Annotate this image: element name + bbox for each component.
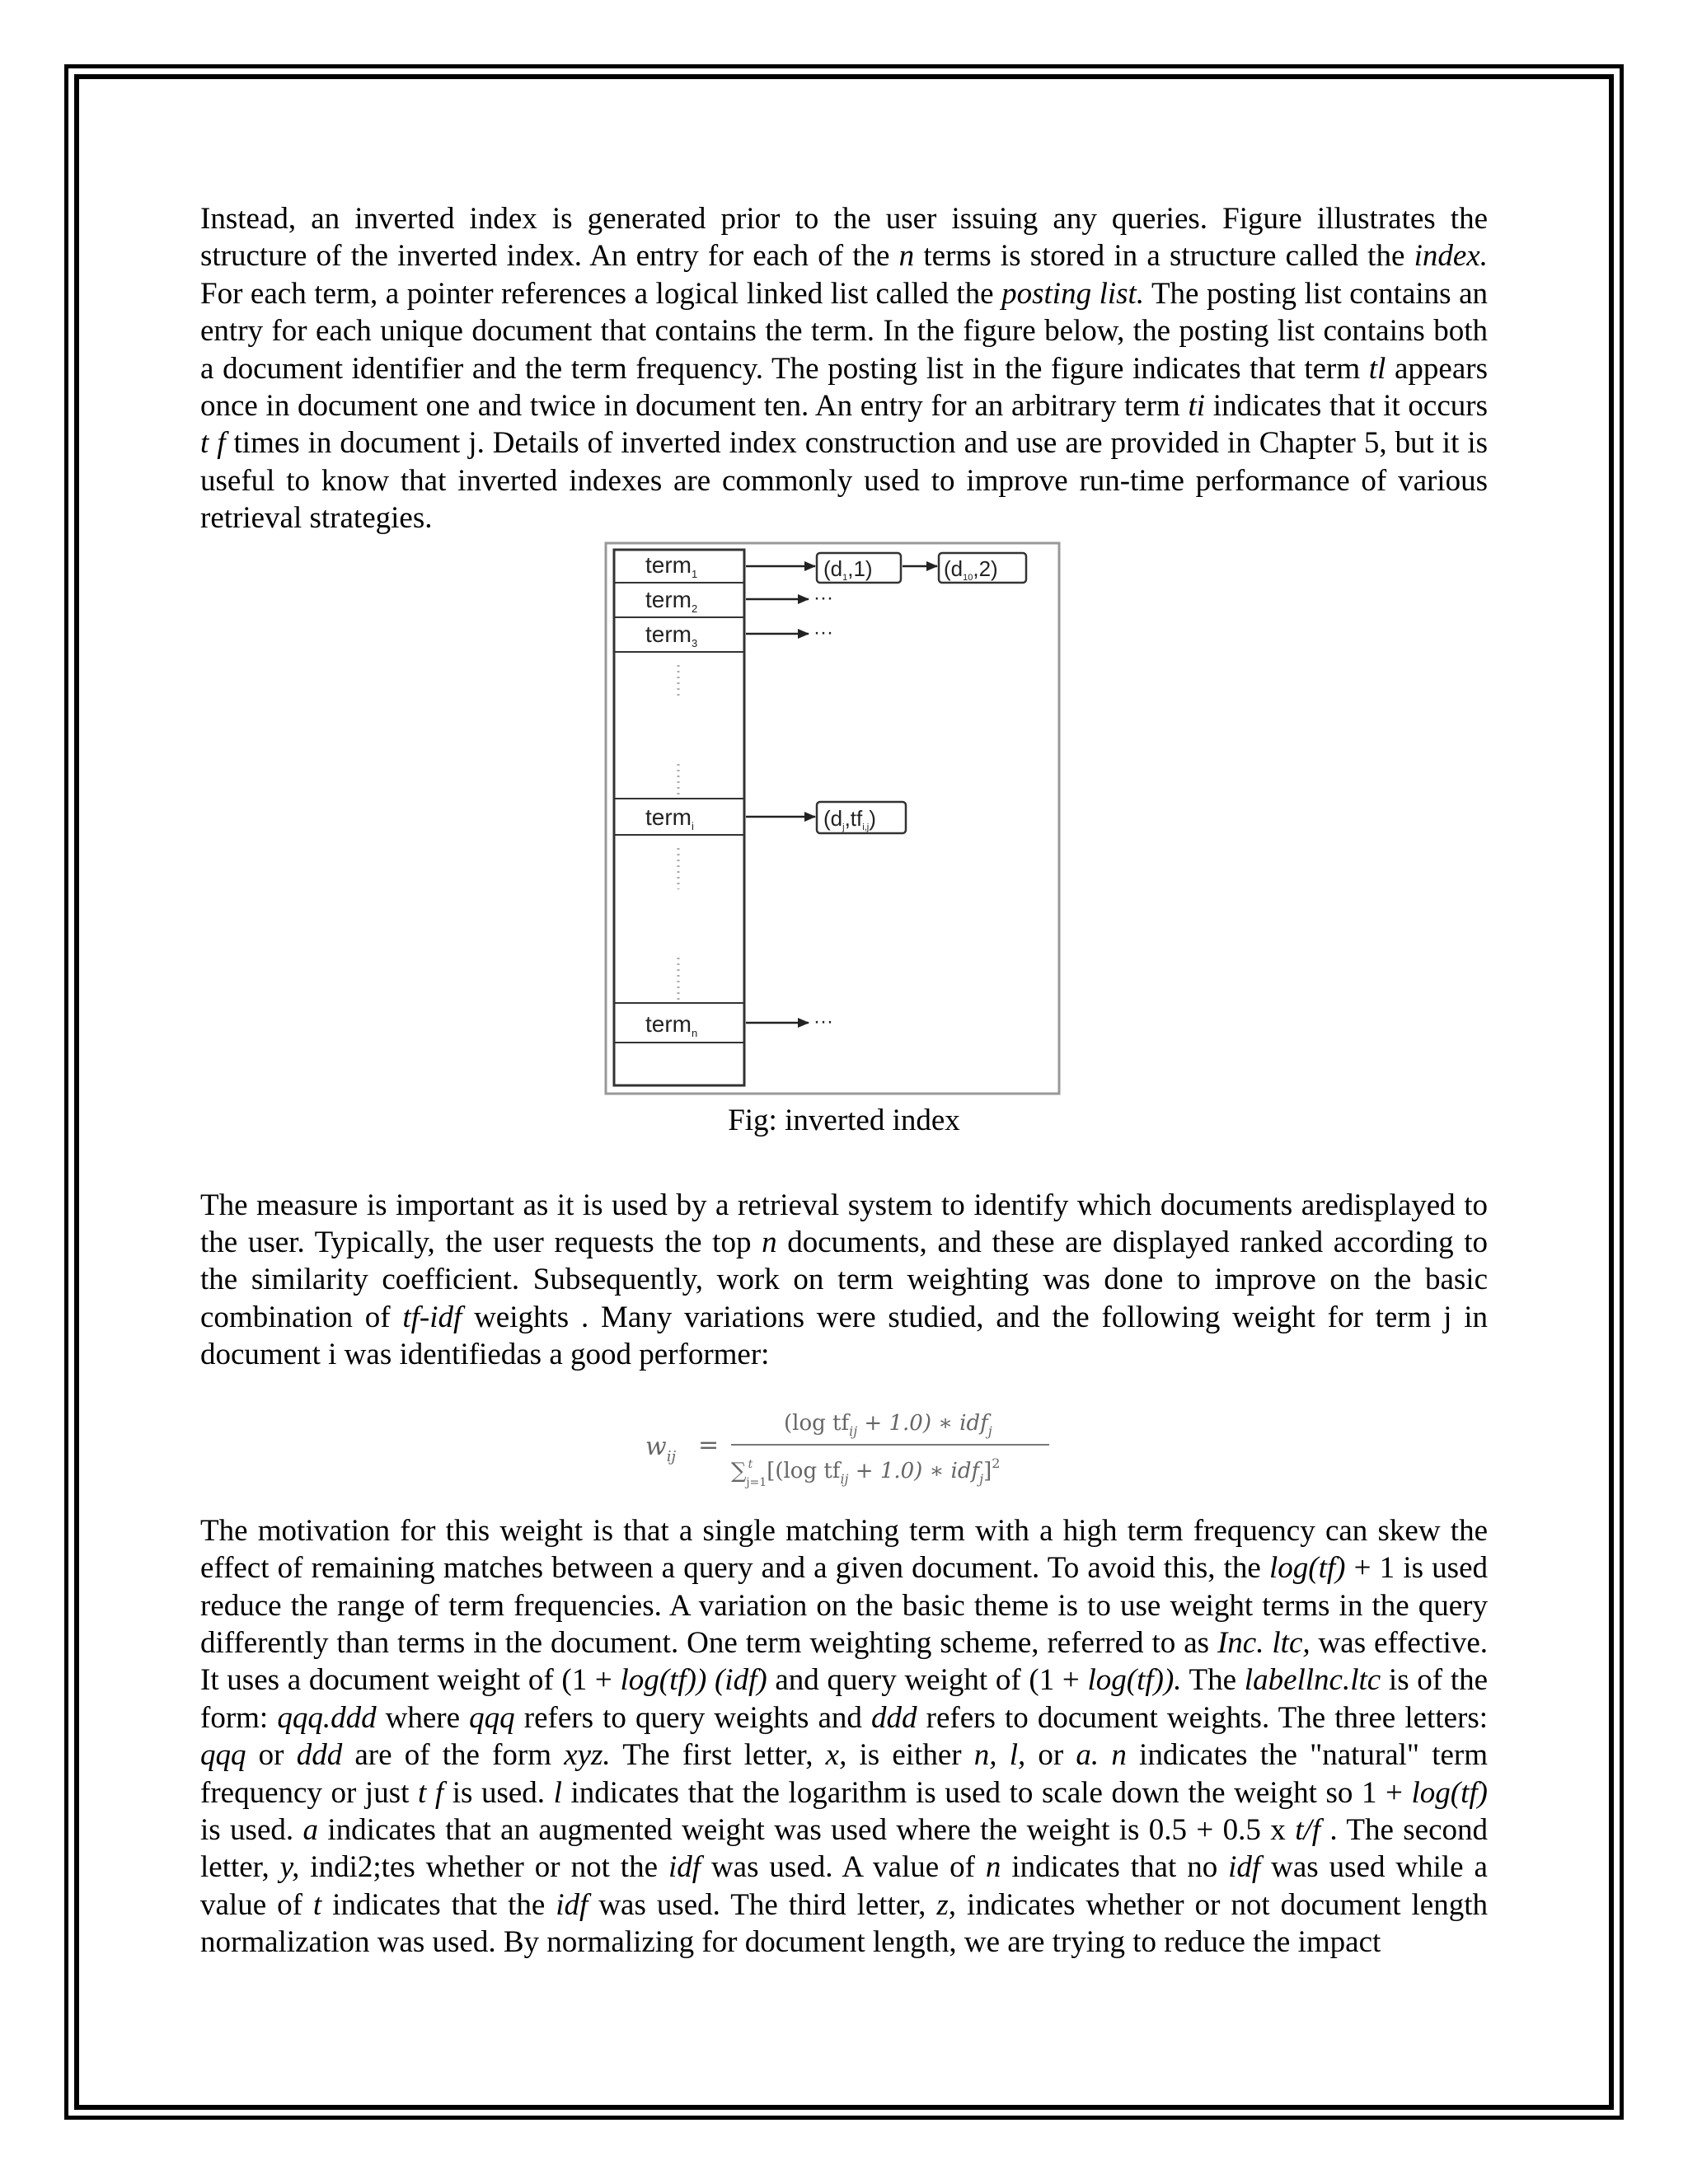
- italic-run: qqq: [469, 1700, 515, 1735]
- text-run: Instead, an inverted index is generated prior to the user issuing any queries. Figure illustrates the structure of the inverted index. An entry for each of the: [200, 202, 1488, 274]
- text-run: or: [1025, 1738, 1076, 1773]
- weight-formula-equation: [645, 1399, 1074, 1496]
- text-run: indi2;tes whether or not the: [299, 1850, 668, 1885]
- index-entry-term2: [614, 587, 833, 617]
- italic-run: n: [762, 1226, 777, 1260]
- text-run: is used.: [443, 1775, 554, 1810]
- italic-run: l: [553, 1775, 562, 1810]
- italic-run: index.: [1414, 239, 1488, 274]
- formula-numerator: (log $tf_{ij} + 1.0$) ∗ idf$_j$: [784, 1410, 992, 1439]
- paragraph-inverted-index: [200, 200, 1488, 537]
- text-run: indicates that the: [321, 1887, 556, 1922]
- italic-run: qqq.ddd: [277, 1700, 377, 1735]
- italic-run: z,: [936, 1887, 956, 1922]
- text-run: + 1 is used reduce the range of term frequencies. A variation on the basic theme is to use weight terms in the query differently than terms in the document. One term weighting scheme, referred to as: [200, 1551, 1488, 1660]
- index-entry-term1: [614, 552, 1026, 583]
- italic-run: t f: [417, 1775, 444, 1810]
- text-run: . The second letter,: [200, 1812, 1489, 1885]
- italic-run: xyz.: [564, 1738, 611, 1773]
- text-run: The first letter,: [610, 1738, 826, 1773]
- figure-caption: Fig: inverted index: [728, 1103, 960, 1137]
- text-run: The posting list contains an entry for each unique document that contains the term. In the figure below, the posting list contains both a document identifier and the term frequency. The posting list in the figure indicates that term: [200, 276, 1489, 386]
- text-run: and query weight of (1 +: [767, 1663, 1088, 1698]
- italic-run: a. n: [1076, 1738, 1127, 1773]
- italic-run: log(tf)) (idf): [620, 1663, 767, 1698]
- text-run: refers to query weights and: [514, 1700, 872, 1735]
- svg-text:termi: term$_i$: [645, 804, 694, 832]
- text-run: weights . Many variations were studied, and the following weight for term j in document i was identifiedas a good performer:: [200, 1300, 1488, 1372]
- text-run: indicates that no: [1001, 1850, 1229, 1885]
- inverted-index-figure: [200, 541, 1488, 1102]
- italic-run: t/f: [1295, 1812, 1321, 1847]
- text-run: indicates whether or not document length normalization was used. By normalizing for document length, we are trying to reduce the impact: [200, 1887, 1488, 1960]
- formula-denominator: ∑ $^t$ j=1[(log $tf_{ij} + 1.0$) ∗ idf$_j$]$^2$: [731, 1455, 1001, 1489]
- text-run: was used while a value of: [200, 1850, 1488, 1922]
- text-run: indicates that an augmented weight was used where the weight is 0.5 + 0.5 x: [318, 1812, 1296, 1847]
- formula-equals: =: [698, 1430, 720, 1460]
- svg-text:(d1,1): (d1,1): [823, 555, 873, 583]
- italic-run: ti: [1188, 389, 1206, 424]
- text-run: The measure is important as it is used by a retrieval system to identify which documents aredisplayed to the user. Typically, the user requests the top: [200, 1188, 1488, 1260]
- text-run: indicates that the logarithm is used to scale down the weight so 1 +: [561, 1775, 1412, 1810]
- italic-run: idf: [668, 1850, 701, 1885]
- posting-ellipsis: ···: [814, 586, 833, 609]
- index-entry-termi: [614, 799, 906, 835]
- italic-run: a: [302, 1812, 319, 1847]
- italic-run: tl: [1368, 351, 1386, 386]
- text-run: was used. A value of: [701, 1850, 986, 1885]
- posting-ellipsis: ···: [814, 621, 833, 644]
- text-run: was effective. It uses a document weight of (1 +: [200, 1625, 1489, 1698]
- text-run: indicates the "natural" term frequency or just: [200, 1738, 1489, 1810]
- italic-run: y,: [279, 1850, 300, 1885]
- text-run: terms is stored in a structure called the: [914, 239, 1414, 274]
- text-run: refers to document weights. The three letters:: [917, 1700, 1488, 1735]
- posting-ellipsis: ···: [814, 1010, 833, 1033]
- italic-run: n, l,: [973, 1738, 1026, 1773]
- italic-run: idf: [556, 1887, 588, 1922]
- svg-text:(d10,2): (d10,2): [944, 555, 998, 583]
- formula-lhs: $w_{ij}$: [645, 1432, 677, 1465]
- text-run: is used.: [200, 1812, 303, 1847]
- italic-run: idf: [1228, 1850, 1261, 1885]
- text-run: is either: [846, 1738, 974, 1773]
- text-run: indicates that it occurs: [1205, 389, 1488, 424]
- index-entry-termn: [614, 1003, 833, 1043]
- text-run: are of the form: [342, 1738, 565, 1773]
- svg-text:termn: term$_n$: [645, 1010, 698, 1039]
- italic-run: x,: [825, 1738, 847, 1773]
- text-run: appears once in document one and twice in document ten. An entry for an arbitrary term: [200, 351, 1488, 424]
- italic-run: qqq: [200, 1738, 246, 1773]
- svg-text:term3: term$_3$: [645, 621, 698, 649]
- text-run: is of the form:: [200, 1663, 1489, 1735]
- index-entry-term3: [614, 621, 833, 652]
- italic-run: tf-idf: [402, 1300, 462, 1334]
- italic-run: posting list.: [1001, 276, 1145, 311]
- italic-run: log(tf): [1269, 1551, 1346, 1586]
- italic-run: n: [985, 1850, 1001, 1885]
- italic-run: log(tf): [1411, 1775, 1488, 1810]
- italic-run: t f: [200, 426, 226, 461]
- text-run: where: [376, 1700, 470, 1735]
- svg-text:term2: term$_2$: [645, 586, 698, 615]
- paragraph-motivation: [200, 1512, 1488, 1961]
- italic-run: log(tf)).: [1087, 1663, 1182, 1698]
- italic-run: n: [898, 239, 915, 274]
- italic-run: ddd: [296, 1738, 343, 1773]
- italic-run: ddd: [871, 1700, 917, 1735]
- text-run: or: [246, 1738, 297, 1773]
- text-run: was used. The third letter,: [588, 1887, 937, 1922]
- svg-text:(dj,tfi,j): (dj,tfi,j): [823, 805, 876, 832]
- italic-run: labellnc.ltc: [1244, 1663, 1381, 1698]
- italic-run: t: [312, 1887, 322, 1922]
- italic-run: Inc. ltc,: [1217, 1625, 1311, 1660]
- paragraph-measure: [200, 1187, 1488, 1374]
- document-body: [200, 200, 1488, 1961]
- text-run: times in document j. Details of inverted index construction and use are provided in Chapter 5, but it is useful to know that inverted indexes are commonly used to improve run-time performance of various retrieval strategies.: [200, 426, 1489, 536]
- svg-text:term1: term$_1$: [645, 551, 698, 580]
- inverted-index-diagram: [604, 541, 1066, 1099]
- text-run: The motivation for this weight is that a single matching term with a high term frequency can skew the effect of remaining matches between a query and a given document. To avoid this, the: [200, 1513, 1488, 1586]
- text-run: The: [1181, 1663, 1245, 1698]
- weight-formula: [200, 1399, 1488, 1496]
- text-run: documents, and these are displayed ranked according to the similarity coefficient. Subsequently, work on term weighting was done to improve on the basic combination of: [200, 1226, 1488, 1334]
- text-run: For each term, a pointer references a logical linked list called the: [200, 276, 1002, 311]
